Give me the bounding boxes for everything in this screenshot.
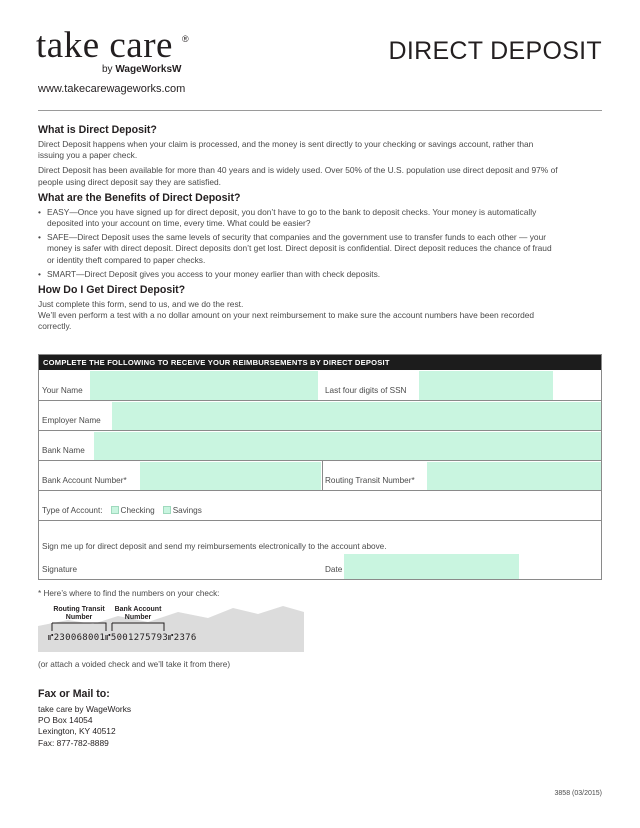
routing-number-caption-2: Number [65, 614, 93, 621]
wageworks-w-icon: W [172, 64, 182, 75]
account-type-group [42, 506, 202, 516]
what-paragraph-1: Direct Deposit happens when your claim is processed, and the money is sent directly to your checking or savings account, rather than issuing you a paper check. [38, 139, 534, 161]
voided-check-note: (or attach a voided check and we’ll take it from there) [38, 660, 231, 669]
address-line-3: Lexington, KY 40512 [38, 726, 116, 737]
how-section [38, 284, 558, 333]
signature-label: Signature [42, 565, 78, 574]
signup-statement: Sign me up for direct deposit and send my reimbursements electronically to the account above. [42, 542, 387, 551]
address-line-1: take care by WageWorks [38, 704, 132, 714]
benefits-heading: What are the Benefits of Direct Deposit? [38, 191, 241, 204]
benefit-easy: • EASY—Once you have signed up for direct deposit, you don’t have to go to the bank to deposit checks. Your money is automatically deposited into your account on time, every time. What could be easier? [38, 207, 558, 229]
employer-name-field[interactable] [112, 402, 601, 430]
routing-number-field[interactable] [427, 462, 601, 490]
logo-brand: WageWorks [115, 64, 173, 75]
micr-line: ⑈230068001⑈5001275793⑈2376 [48, 633, 197, 643]
address-line-2: PO Box 14054 [38, 715, 93, 726]
bank-name-label: Bank Name [42, 446, 85, 455]
checking-checkbox[interactable] [111, 506, 119, 514]
account-routing-divider [322, 461, 323, 490]
employer-name-label: Employer Name [42, 416, 101, 425]
signature-field[interactable] [79, 578, 309, 579]
website-link[interactable]: www.takecarewageworks.com [38, 83, 186, 95]
take-care-logo [36, 26, 206, 76]
how-paragraph-1: Just complete this form, send to us, and we do the rest. [38, 299, 244, 310]
account-type-label: Type of Account: [42, 506, 103, 515]
form-code: 3858 (03/2015) [554, 790, 602, 797]
how-paragraph-2: We’ll even perform a test with a no dollar amount on your next reimbursement to make sure the account numbers have been recorded correctly. [38, 310, 535, 332]
account-number-caption-1: Bank Account [114, 606, 162, 613]
mailing-address [38, 704, 131, 749]
check-note: * Here’s where to find the numbers on your check: [38, 589, 220, 598]
info-content [38, 124, 558, 337]
registered-mark: ® [182, 34, 189, 44]
what-heading: What is Direct Deposit? [38, 124, 157, 136]
your-name-label: Your Name [42, 386, 83, 395]
benefit-smart: • SMART—Direct Deposit gives you access to your money earlier than with check deposits. [38, 269, 558, 280]
ssn-field[interactable] [419, 371, 553, 400]
checking-label: Checking [120, 506, 155, 515]
how-heading: How Do I Get Direct Deposit? [38, 284, 186, 297]
what-paragraph-2: Direct Deposit has been available for more than 40 years and is widely used. Over 50% of the U.S. population use direct deposit and 97% of people using direct deposit say they are satisfied. [38, 165, 558, 187]
date-label: Date [325, 565, 343, 574]
benefit-safe: • SAFE—Direct Deposit uses the same levels of security that companies and the government use to transfer funds to each other — your money is safer with direct deposit. Direct deposits don’t get lost. Direct deposit is confidential. Direct deposit reduces the chance of fraud or identity theft compared to paper checks. [38, 232, 558, 266]
account-number-label: Bank Account Number* [42, 476, 127, 485]
account-number-caption-2: Number [124, 614, 152, 621]
account-number-field[interactable] [140, 462, 321, 490]
name-ssn-row [39, 370, 601, 400]
account-type-row [39, 490, 601, 520]
savings-checkbox[interactable] [163, 506, 171, 514]
bank-row [39, 430, 601, 460]
what-section [38, 124, 558, 188]
routing-number-caption-1: Routing Transit [53, 606, 105, 613]
account-routing-row [39, 460, 601, 490]
direct-deposit-form [38, 354, 602, 580]
savings-label: Savings [172, 506, 202, 515]
form-header: COMPLETE THE FOLLOWING TO RECEIVE YOUR REIMBURSEMENTS BY DIRECT DEPOSIT [39, 355, 601, 370]
routing-number-label: Routing Transit Number* [325, 476, 415, 485]
your-name-field[interactable] [90, 371, 318, 400]
logo-wordmark: take care [36, 25, 173, 66]
logo-by-text: by [102, 64, 116, 75]
employer-row [39, 400, 601, 430]
bank-name-field[interactable] [94, 432, 601, 460]
logo-byline [102, 64, 181, 76]
fax-mail-heading: Fax or Mail to: [38, 688, 110, 700]
date-field[interactable] [344, 554, 519, 579]
benefits-section [38, 192, 558, 280]
ssn-label: Last four digits of SSN [325, 386, 407, 395]
document-title: DIRECT DEPOSIT [388, 37, 602, 65]
fax-number: Fax: 877-782-8889 [38, 737, 109, 748]
signature-row [39, 520, 601, 579]
sample-check-image [38, 604, 304, 654]
header-divider [38, 110, 602, 111]
benefits-list [38, 207, 558, 280]
